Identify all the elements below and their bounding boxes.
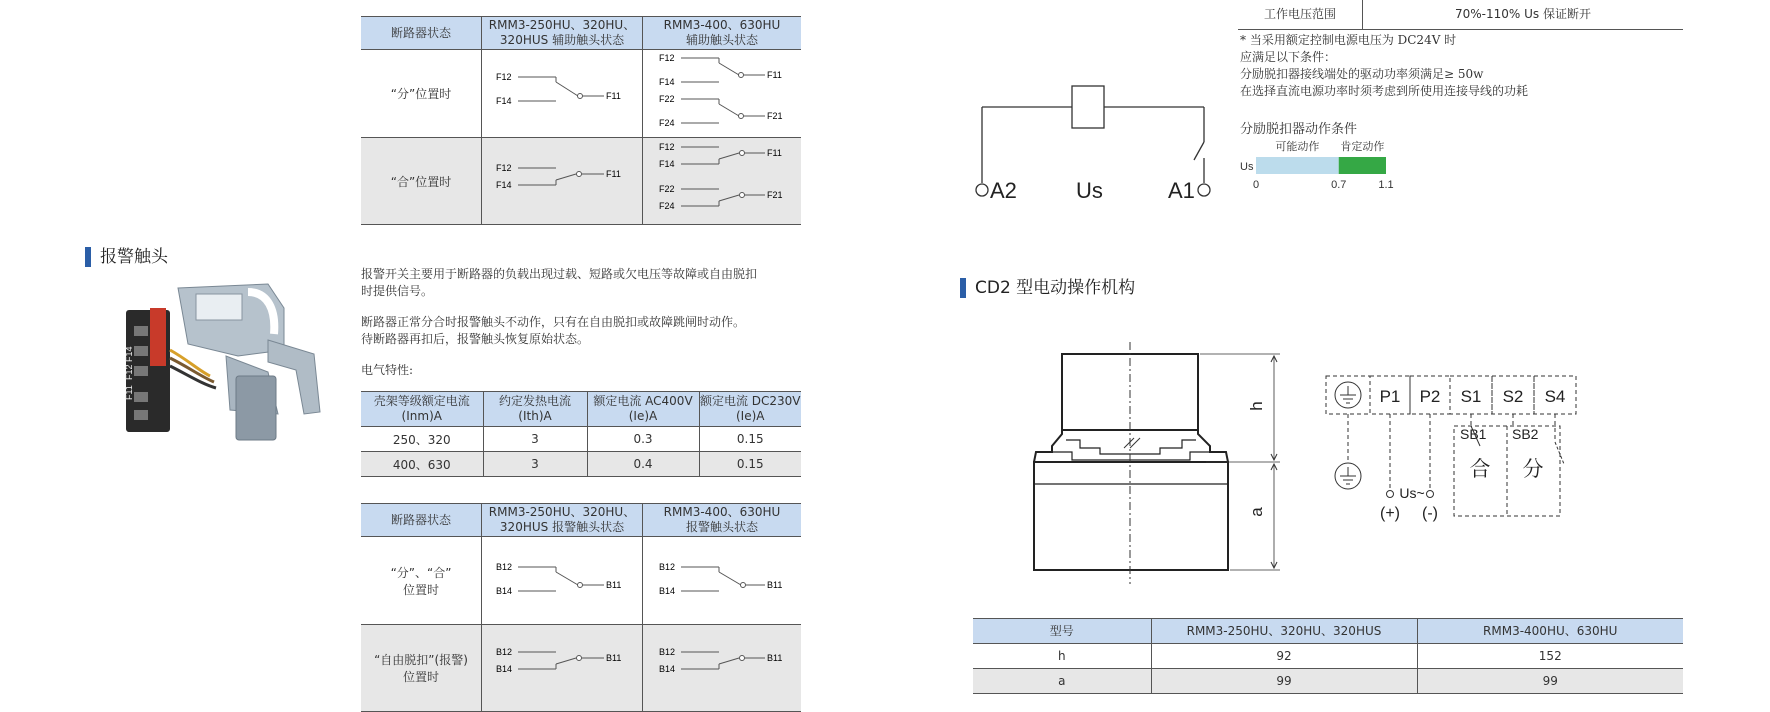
possible-action-range: [1256, 157, 1339, 174]
dim-cell: 92: [1151, 644, 1417, 669]
alarm-normal-diagram-250: [482, 537, 643, 625]
close-label: 合: [1469, 458, 1491, 481]
terminal-a1: [1198, 184, 1210, 196]
terminal-s4: S4: [1544, 387, 1566, 406]
dim-cell: h: [973, 644, 1151, 669]
alarm-section-title: 报警触头: [85, 247, 168, 267]
elec-header-ac400: 额定电流 AC400V (Ie)A: [587, 392, 699, 427]
dim-h-label: h: [1247, 401, 1266, 411]
alarm-description: 报警开关主要用于断路器的负载出现过载、短路或欠电压等故障或自由脱扣 时提供信号。 断路器正常分合时报警触头不动作，只有在自由脱扣或故障跳闸时动作。 待断路器再扣后，报警触头恢复原始状态。 电气特性:: [361, 266, 811, 379]
alarm-row-normal: “分”、“合” 位置时: [361, 537, 482, 625]
bar-us-label: Us: [1240, 161, 1254, 173]
alarm-header-250: RMM3-250HU、320HU、 320HUS 报警触头状态: [482, 504, 643, 537]
svg-text:B12: B12: [659, 647, 676, 657]
dim-a-label: a: [1247, 507, 1266, 517]
svg-text:F21: F21: [767, 111, 783, 121]
svg-text:F14: F14: [496, 180, 512, 190]
svg-text:B12: B12: [496, 647, 513, 657]
dim-cell: a: [973, 669, 1151, 694]
contact-symbol: [482, 50, 642, 134]
tick-0-7: 0.7: [1331, 179, 1347, 191]
open-label: 分: [1522, 458, 1544, 481]
electrical-label: 电气特性:: [361, 363, 414, 377]
tick-1-1: 1.1: [1378, 179, 1394, 191]
aux-open-diagram-400: [643, 50, 802, 138]
svg-text:F24: F24: [659, 118, 675, 128]
aux-contact-table: [361, 16, 801, 225]
aux-row-open: “分”位置时: [361, 50, 482, 138]
dim-header-400: RMM3-400HU、630HU: [1417, 619, 1683, 644]
minus-label: (-): [1422, 505, 1438, 522]
cd2-section-title: CD2 型电动操作机构: [960, 278, 1135, 298]
svg-text:F11: F11: [767, 148, 782, 158]
alarm-row-trip: “自由脱扣”(报警) 位置时: [361, 625, 482, 712]
voltage-range-value: 70%-110% Us 保证断开: [1455, 7, 1591, 21]
svg-text:B14: B14: [496, 664, 513, 674]
photo-label-f12: F12: [124, 364, 134, 380]
definite-action-range: [1339, 157, 1386, 174]
aux-open-diagram-250: [482, 50, 643, 138]
us-ac-label: Us~: [1399, 485, 1425, 501]
ground-icon-top: [1335, 382, 1361, 408]
dim-cell: 152: [1417, 644, 1683, 669]
elec-header-dc230: 额定电流 DC230V (Ie)A: [699, 392, 801, 427]
alarm-contact-photo: [118, 280, 328, 460]
svg-text:B11: B11: [767, 580, 783, 590]
svg-text:F12: F12: [496, 72, 512, 82]
plus-label: (+): [1380, 505, 1400, 522]
alarm-trip-diagram-250: [482, 625, 643, 712]
label-a1: A1: [1168, 178, 1195, 203]
elec-cell: 0.15: [699, 427, 801, 452]
svg-text:F22: F22: [659, 184, 675, 194]
svg-text:B14: B14: [496, 586, 513, 596]
svg-text:F12: F12: [659, 53, 675, 63]
elec-cell: 0.15: [699, 452, 801, 477]
elec-cell: 3: [483, 452, 587, 477]
shunt-release-circuit: [970, 80, 1230, 210]
svg-text:F12: F12: [496, 163, 512, 173]
definite-action-label: 肯定动作: [1340, 141, 1385, 153]
alarm-header-400: RMM3-400、630HU 报警触头状态: [643, 504, 802, 537]
svg-text:F22: F22: [659, 94, 675, 104]
elec-cell: 3: [483, 427, 587, 452]
photo-label-f14: F14: [124, 346, 134, 362]
alarm-header-state: 断路器状态: [361, 504, 482, 537]
svg-text:B12: B12: [496, 562, 513, 572]
coil-symbol: [1072, 86, 1104, 128]
dim-cell: 99: [1151, 669, 1417, 694]
aux-header-400: RMM3-400、630HU 辅助触头状态: [643, 17, 802, 50]
tick-0: 0: [1252, 179, 1260, 191]
contact-symbol: [643, 50, 801, 134]
svg-text:B11: B11: [767, 653, 783, 663]
voltage-range-row: [1238, 0, 1683, 30]
svg-text:B11: B11: [606, 653, 622, 663]
aux-header-250: RMM3-250HU、320HU、 320HUS 辅助触头状态: [482, 17, 643, 50]
contact-symbol: [482, 625, 642, 708]
contact-symbol: [643, 625, 801, 708]
svg-text:B14: B14: [659, 586, 676, 596]
svg-text:F14: F14: [659, 159, 675, 169]
elec-header-frame: 壳架等级额定电流 (Inm)A: [361, 392, 483, 427]
svg-text:F14: F14: [659, 77, 675, 87]
terminal-a2: [976, 184, 988, 196]
red-label: [150, 308, 166, 366]
terminal-p1: P1: [1379, 387, 1401, 406]
sb1-label: SB1: [1460, 426, 1487, 442]
svg-text:F21: F21: [767, 190, 783, 200]
terminal-s2: S2: [1502, 387, 1524, 406]
elec-header-ith: 约定发热电流 (Ith)A: [483, 392, 587, 427]
cd2-wiring-diagram: [1320, 372, 1630, 532]
elec-cell: 400、630: [361, 452, 483, 477]
terminal-p2: P2: [1419, 387, 1441, 406]
svg-text:F11: F11: [606, 91, 621, 101]
contact-symbol: [482, 537, 642, 621]
dim-header-250: RMM3-250HU、320HU、320HUS: [1151, 619, 1417, 644]
contact-symbol: [643, 537, 801, 621]
svg-text:F24: F24: [659, 201, 675, 211]
contact-symbol: [482, 138, 642, 221]
alarm-trip-diagram-400: [643, 625, 802, 712]
voltage-range-label: 工作电压范围: [1238, 0, 1363, 29]
svg-text:B12: B12: [659, 562, 676, 572]
possible-action-label: 可能动作: [1275, 141, 1320, 153]
dim-cell: 99: [1417, 669, 1683, 694]
cd2-dimension-table: [973, 618, 1683, 694]
svg-text:F11: F11: [767, 70, 782, 80]
label-a2: A2: [990, 178, 1017, 203]
terminal-s1: S1: [1460, 387, 1482, 406]
ground-icon-bottom: [1335, 463, 1361, 489]
dim-header-model: 型号: [973, 619, 1151, 644]
aux-closed-diagram-250: [482, 138, 643, 225]
alarm-normal-diagram-400: [643, 537, 802, 625]
sb2-label: SB2: [1512, 426, 1539, 442]
cd2-dimension-drawing: [1020, 340, 1290, 585]
aux-header-state: 断路器状态: [361, 17, 482, 50]
svg-text:F14: F14: [496, 96, 512, 106]
label-us: Us: [1076, 178, 1103, 203]
electrical-table: [361, 391, 801, 477]
svg-text:F12: F12: [659, 142, 675, 152]
elec-cell: 0.4: [587, 452, 699, 477]
svg-text:F11: F11: [606, 169, 621, 179]
elec-cell: 250、320: [361, 427, 483, 452]
svg-text:B14: B14: [659, 664, 676, 674]
aux-closed-diagram-400: [643, 138, 802, 225]
alarm-contact-table: [361, 503, 801, 712]
photo-label-f11: F11: [124, 385, 134, 400]
switch-symbol: [1194, 142, 1204, 160]
svg-text:B11: B11: [606, 580, 622, 590]
aux-row-closed: “合”位置时: [361, 138, 482, 225]
shunt-condition-title: 分励脱扣器动作条件: [1240, 122, 1358, 137]
dc24v-notes: * 当采用额定控制电源电压为 DC24V 时 应满足以下条件： 分励脱扣器接线端处的驱动功率须满足≥ 50w 在选择直流电源功率时须考虑到所使用连接导线的功耗: [1240, 33, 1529, 98]
shunt-condition-bar: [1236, 138, 1466, 192]
contact-symbol: [643, 138, 801, 221]
elec-cell: 0.3: [587, 427, 699, 452]
